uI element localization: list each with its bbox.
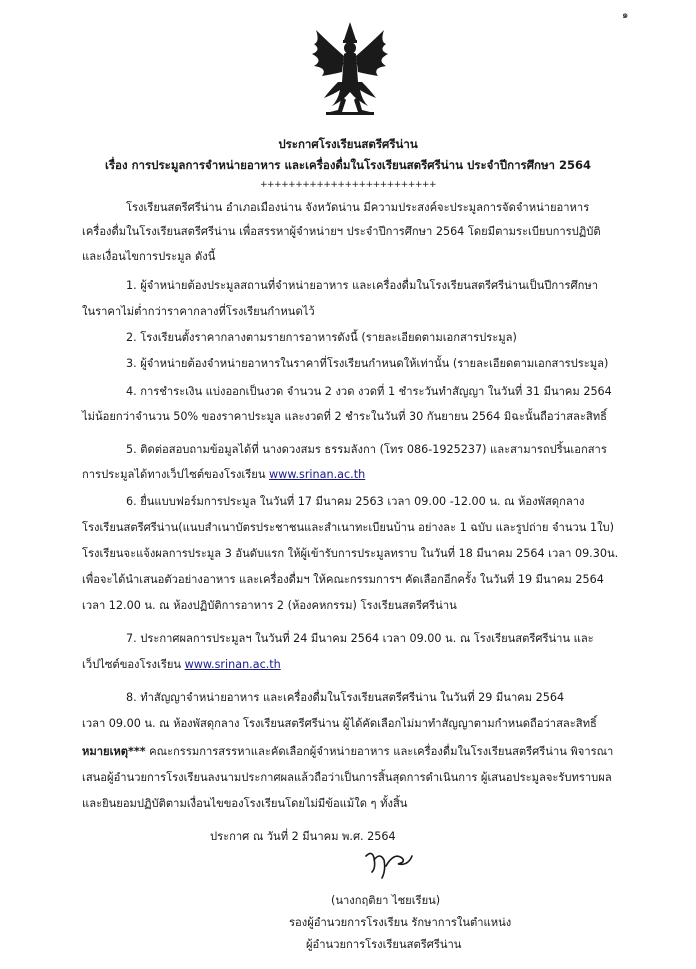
signer-position-1: รองผู้อำนวยการโรงเรียน รักษาการในตำแหน่ง <box>289 916 512 929</box>
document-subject: เรื่อง การประมูลการจำหน่ายอาหาร และเครื่องดื่มในโรงเรียนสตรีศรีน่าน ประจำปีการศึกษา 2564 <box>104 158 592 172</box>
note-line-1 <box>82 745 613 759</box>
school-website-link-2[interactable]: www.srinan.ac.th <box>184 658 281 671</box>
signer-position-2: ผู้อำนวยการโรงเรียนสตรีศรีน่าน <box>306 938 462 951</box>
document-title: ประกาศโรงเรียนสตรีศรีน่าน <box>278 137 418 151</box>
garuda-emblem <box>308 20 393 118</box>
school-website-link[interactable]: www.srinan.ac.th <box>269 468 366 481</box>
intro-line-1: โรงเรียนสตรีศรีน่าน อำเภอเมืองน่าน จังหวัดน่าน มีความประสงค์จะประมูลการจัดจำหน่ายอาหาร <box>126 201 590 214</box>
signature <box>360 848 420 880</box>
note-line-3: และยินยอมปฏิบัติตามเงื่อนไขของโรงเรียนโดยไม่มีข้อแม้ใด ๆ ทั้งสิ้น <box>82 797 408 810</box>
page-number: ๑ <box>622 10 629 21</box>
item-6-line-2: โรงเรียนสตรีศรีน่าน(แนบสำเนาบัตรประชาชนและสำเนาทะเบียนบ้าน อย่างละ 1 ฉบับ และรูปถ่าย จำนวน 1ใบ) <box>82 521 615 534</box>
item-6-line-1: 6. ยื่นแบบฟอร์มการประมูล ในวันที่ 17 มีนาคม 2563 เวลา 09.00 -12.00 น. ณ ห้องพัสดุกลาง <box>126 495 585 508</box>
item-6-line-4: เพื่อจะได้นำเสนอตัวอย่างอาหาร และเครื่องดื่มฯ ให้คณะกรรมการฯ คัดเลือกอีกครั้ง ในวันที่ 19 มีนาคม 2564 <box>82 573 604 586</box>
item-7-text: เว็ปไซต์ของโรงเรียน <box>82 658 182 671</box>
intro-line-2: เครื่องดื่มในโรงเรียนสตรีศรีน่าน เพื่อสรรหาผู้จำหน่ายฯ ประจำปีการศึกษา 2564 โดยมีตามระเบียบการปฏิบัติ <box>82 225 601 238</box>
announce-date: ประกาศ ณ วันที่ 2 มีนาคม พ.ศ. 2564 <box>210 830 396 843</box>
item-2: 2. โรงเรียนตั้งราคากลางตามรายการอาหารดังนี้ (รายละเอียดตามเอกสารประมูล) <box>126 331 517 344</box>
item-4-line-2: ไม่น้อยกว่าจำนวน 50% ของราคาประมูล และงวดที่ 2 ชำระในวันที่ 30 กันยายน 2564 มิฉะนั้นถือว่าสละสิทธิ์ <box>82 410 607 423</box>
note-label: หมายเหตุ*** <box>82 745 146 758</box>
item-6-line-5: เวลา 12.00 น. ณ ห้องปฏิบัติการอาหาร 2 (ห้องคหกรรม) โรงเรียนสตรีศรีน่าน <box>82 599 457 612</box>
intro-line-3: และเงื่อนไขการประมูล ดังนี้ <box>82 250 216 263</box>
item-4-line-1: 4. การชำระเงิน แบ่งออกเป็นงวด จำนวน 2 งวด งวดที่ 1 ชำระวันทำสัญญา ในวันที่ 31 มีนาคม 2564 <box>126 385 612 398</box>
item-8-line-1: 8. ทำสัญญาจำหน่ายอาหาร และเครื่องดื่มในโรงเรียนสตรีศรีน่าน ในวันที่ 29 มีนาคม 2564 <box>126 691 565 704</box>
item-1-line-2: ในราคาไม่ต่ำกว่าราคากลางที่โรงเรียนกำหนดไว้ <box>82 305 315 318</box>
item-1-line-1: 1. ผู้จำหน่ายต้องประมูลสถานที่จำหน่ายอาหาร และเครื่องดื่มในโรงเรียนสตรีศรีน่านเป็นปีการศึกษา <box>126 279 599 292</box>
item-3: 3. ผู้จำหน่ายต้องจำหน่ายอาหารในราคาที่โรงเรียนกำหนดให้เท่านั้น (รายละเอียดตามเอกสารประมูล) <box>126 357 609 370</box>
item-7-line-1: 7. ประกาศผลการประมูลฯ ในวันที่ 24 มีนาคม 2564 เวลา 09.00 น. ณ โรงเรียนสตรีศรีน่าน และ <box>126 632 594 645</box>
note-line-2: เสนอผู้อำนวยการโรงเรียนลงนามประกาศผลแล้วถือว่าเป็นการสิ้นสุดการดำเนินการ ผู้เสนอประมูลจะรับทราบผล <box>82 771 612 784</box>
note-text-1: คณะกรรมการสรรหาและคัดเลือกผู้จำหน่ายอาหาร และเครื่องดื่มในโรงเรียนสตรีศรีน่าน พิจารณา <box>145 745 614 758</box>
item-8-line-2: เวลา 09.00 น. ณ ห้องพัสดุกลาง โรงเรียนสตรีศรีน่าน ผู้ได้คัดเลือกไม่มาทำสัญญาตามกำหนดถือว่าสละสิทธิ์ <box>82 717 597 730</box>
item-5-line-1: 5. ติดต่อสอบถามข้อมูลได้ที่ นางดวงสมร ธรรมลังกา (โทร 086-1925237) และสามารถปริ้นเอกสาร <box>126 443 607 456</box>
item-5-line-2 <box>82 468 365 482</box>
item-5-text: การประมูลได้ทางเว็ปไซต์ของโรงเรียน <box>82 468 266 481</box>
item-6-line-3: โรงเรียนจะแจ้งผลการประมูล 3 อันดับแรก ให้ผู้เข้ารับการประมูลทราบ ในวันที่ 18 มีนาคม 2564 เวลา 09.30น. <box>82 547 619 560</box>
signer-name: (นางกฤติยา ไชยเรียน) <box>331 894 441 907</box>
item-7-line-2 <box>82 658 281 672</box>
separator: +++++++++++++++++++++++++ <box>259 180 437 190</box>
